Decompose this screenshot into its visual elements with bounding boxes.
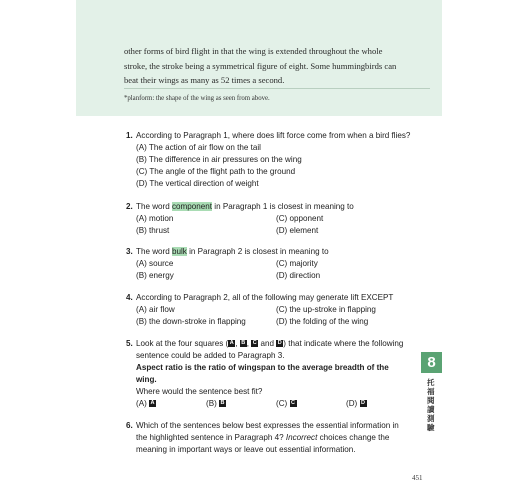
option[interactable]: (D) element [276,226,319,235]
option[interactable]: (D) direction [276,271,321,280]
question-text-line [126,432,426,444]
question-4 [126,292,426,328]
divider [124,88,430,89]
option[interactable]: (C) majority [276,259,318,268]
question-number: 5. [126,339,133,348]
chapter-tab: 8 [421,352,442,373]
question-text-pre: The word [136,202,172,211]
question-number: 1. [126,131,133,140]
square-b-icon: B [220,400,225,407]
separator: , [235,339,240,348]
question-5 [126,338,426,410]
question-2 [126,201,426,237]
separator: , [246,339,252,348]
option[interactable]: (B) the down-stroke in flapping [136,317,246,326]
question-text-post: in Paragraph 1 is closest in meaning to [212,202,354,211]
square-b-icon: B [241,340,246,347]
square-c-icon: C [252,340,257,347]
chapter-title: 托福閱讀測驗 [427,378,435,432]
choice-label: (B) [206,399,217,408]
text-segment: choices change the [317,433,390,442]
separator: and [258,339,277,348]
question-ask: Where would the sentence best fit? [136,387,263,396]
question-number: 2. [126,202,133,211]
highlighted-word: bulk [172,247,187,256]
italic-word: Incorrect [285,433,318,442]
option[interactable]: (D) the folding of the wing [276,317,369,326]
highlighted-word: component [172,202,213,211]
option[interactable]: (A) The action of air flow on the tail [136,143,261,152]
question-text-post: in Paragraph 2 is closest in meaning to [186,247,329,256]
option[interactable]: (B) thrust [136,226,170,235]
square-c-icon: C [291,400,295,407]
question-number: 4. [126,293,133,302]
choice-label: (D) [346,399,358,408]
question-number: 6. [126,421,133,430]
square-a-icon: A [150,400,155,407]
choice-a[interactable] [136,398,206,410]
choice-c[interactable] [276,398,346,410]
option[interactable]: (C) The angle of the flight path to the ground [136,167,296,176]
option[interactable]: (B) energy [136,271,174,280]
question-text-line: meaning in important ways or leave out essential information. [136,445,356,454]
option[interactable]: (B) The difference in air pressures on the wing [136,155,302,164]
option[interactable]: (C) the up-stroke in flapping [276,305,376,314]
question-3 [126,246,426,282]
passage-line: stroke, the stroke being a symmetrical figure of eight. Some hummingbirds can [124,60,397,71]
insert-sentence-end: wing. [136,375,157,384]
question-text: According to Paragraph 1, where does lift force come from when a bird flies? [136,131,411,140]
option[interactable]: (C) opponent [276,214,324,223]
choice-label: (C) [276,399,288,408]
question-number: 3. [126,247,133,256]
question-1 [126,130,426,190]
question-text-line: sentence could be added to Paragraph 3. [136,351,285,360]
choice-b[interactable] [206,398,276,410]
square-a-icon: A [229,340,234,347]
option[interactable]: (A) source [136,259,174,268]
question-6 [126,420,426,456]
passage-line: other forms of bird flight in that the wing is extended throughout the whole [124,46,383,56]
question-text: Which of the sentences below best expresses the essential information in [136,421,399,430]
insert-sentence: Aspect ratio is the ratio of wingspan to the average breadth of the [136,363,389,372]
footnote: *planform: the shape of the wing as seen from above. [124,95,270,102]
text-segment: the highlighted sentence in Paragraph 4? [136,433,286,442]
option[interactable]: (A) air flow [136,305,175,314]
question-text: According to Paragraph 2, all of the following may generate lift EXCEPT [136,293,394,302]
question-text-pre: The word [136,247,172,256]
passage-line: beat their wings as many as 52 times a second. [124,75,285,85]
passage-box [76,0,442,116]
square-d-icon: D [361,400,365,407]
choice-label: (A) [136,399,147,408]
page-number: 451 [412,474,423,482]
square-d-icon: D [277,340,282,347]
question-text-pre: Look at the four squares ( [136,339,229,348]
option[interactable]: (D) The vertical direction of weight [136,179,259,188]
question-text-post: ) that indicate where the following [283,339,404,348]
passage-text [124,44,430,88]
option[interactable]: (A) motion [136,214,174,223]
choice-d[interactable] [346,398,416,410]
